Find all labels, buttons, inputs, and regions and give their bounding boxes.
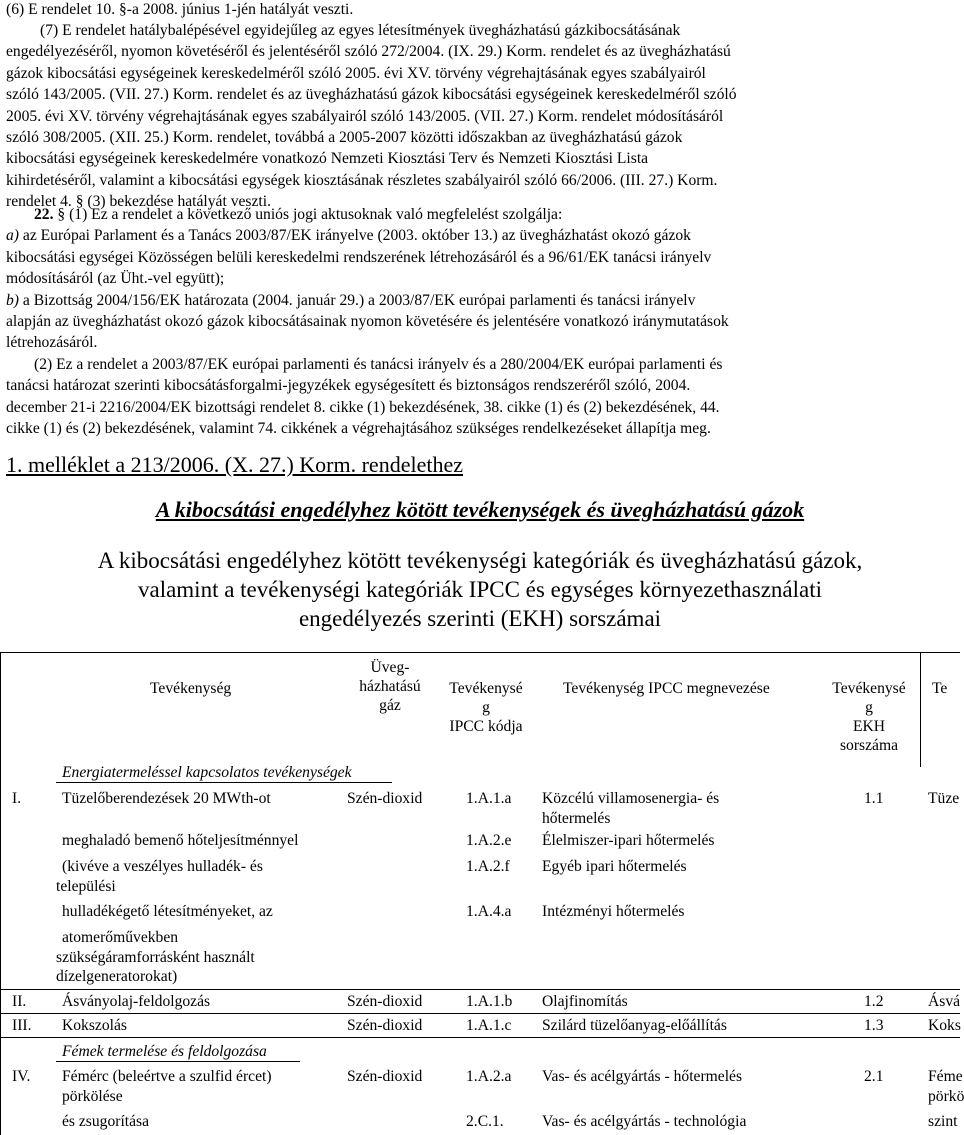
table-border-left xyxy=(0,652,1,1135)
text-line: rendelet 4. § (3) bekezdése hatályát veszti. xyxy=(6,193,271,211)
activity-line: szükségáramforrásként használt xyxy=(56,949,255,966)
ipcc-code-cell: 1.A.2.a xyxy=(466,1068,512,1085)
header-line: Tevékenysé xyxy=(832,680,906,697)
ipcc-name-cell: hőtermelés xyxy=(542,810,611,827)
subtitle-line: engedélyezés szerinti (EKH) sorszámai xyxy=(298,606,662,631)
row-divider xyxy=(0,989,960,990)
header-ipcc-name: Tevékenység IPCC megnevezése xyxy=(563,680,770,697)
gas-cell: Szén-dioxid xyxy=(347,1068,423,1085)
section-label: Energiatermeléssel kapcsolatos tevékenységek xyxy=(62,764,352,781)
last-cell: Féme xyxy=(928,1068,963,1085)
last-cell: Koks xyxy=(928,1017,961,1034)
gas-cell: Szén-dioxid xyxy=(347,790,423,807)
text-line: módosításáról (az Üht.-vel együtt); xyxy=(6,270,225,288)
ipcc-code-cell: 2.C.1. xyxy=(466,1113,504,1130)
header-activity: Tevékenység xyxy=(150,680,232,697)
gas-cell: Szén-dioxid xyxy=(347,1017,423,1034)
gas-cell: Szén-dioxid xyxy=(347,993,423,1010)
header-ipcc-code xyxy=(440,679,532,736)
text-line xyxy=(6,225,954,246)
row-number: II. xyxy=(12,993,27,1010)
ipcc-name-cell: Vas- és acélgyártás - technológia xyxy=(542,1113,747,1130)
text-line: (7) E rendelet hatálybalépésével egyidejűleg az egyes létesítmények üvegházhatású gázkibocsátásának xyxy=(40,22,681,39)
header-line: g xyxy=(482,699,490,716)
text-line: 2005. évi XV. törvény végrehajtásának egyes szabályairól szóló 143/2005. (VII. 27.) Korm. rendelet módosításáról xyxy=(6,107,724,125)
row-divider xyxy=(0,1037,960,1038)
activity-cell: Ásványolaj-feldolgozás xyxy=(62,993,211,1010)
subtitle xyxy=(0,546,960,633)
text-line: kibocsátási egységeinek kereskedelmére vonatkozó Nemzeti Kiosztási Terv és Nemzeti Kiosztási Lista xyxy=(6,150,649,168)
activity-line: atomerőművekben xyxy=(62,929,179,946)
header-line: házhatású xyxy=(359,678,421,695)
ipcc-name-cell: Olajfinomítás xyxy=(542,993,628,1010)
header-line: Üveg- xyxy=(370,659,410,676)
text-line: cikke (1) és (2) bekezdésének, valamint 74. cikkének a végrehajtásához szükséges rendelkezéseket állapítja meg. xyxy=(6,420,711,438)
ipcc-name-cell: Intézményi hőtermelés xyxy=(542,903,685,920)
ekh-cell: 1.1 xyxy=(864,790,884,807)
activity-line: meghaladó bemenő hőteljesítménnyel xyxy=(62,832,299,849)
subtitle-line: A kibocsátási engedélyhez kötött tevékenységi kategóriák és üvegházhatású gázok, xyxy=(97,548,863,573)
activity-cell: Kokszolás xyxy=(62,1017,127,1034)
section-underline xyxy=(56,782,392,783)
last-cell: szint xyxy=(928,1113,958,1130)
text-line: engedélyezéséről, nyomon követéséről és jelentéséről szóló 272/2004. (IX. 29.) Korm. rendelet és az üvegházhatású xyxy=(6,43,731,61)
text-line: december 21-i 2216/2004/EK bizottsági rendelet 8. cikke (1) bekezdésének, 38. cikke (1) és (2) bekezdésének, 44. xyxy=(6,398,720,416)
row-divider xyxy=(0,1013,960,1014)
activities-table xyxy=(0,652,964,1135)
header-gas xyxy=(350,658,430,715)
last-cell: pörkö xyxy=(928,1088,964,1105)
list-marker: a) xyxy=(6,227,19,245)
header-line: g xyxy=(865,699,873,716)
ipcc-code-cell: 1.A.2.f xyxy=(466,858,510,875)
section-label: Fémek termelése és feldolgozása xyxy=(62,1043,267,1060)
section-text: § (1) Ez a rendelet a következő uniós jogi aktusoknak való megfelelést szolgálja: xyxy=(57,206,563,223)
ipcc-name-cell: Egyéb ipari hőtermelés xyxy=(542,858,687,875)
ipcc-name-cell: Élelmiszer-ipari hőtermelés xyxy=(542,832,715,849)
table-border-top xyxy=(0,652,960,653)
activity-line: hulladékégető létesítményeket, az xyxy=(62,903,273,920)
header-line: IPCC kódja xyxy=(449,718,523,735)
last-cell: Ásvá xyxy=(928,993,961,1010)
ipcc-name-cell: Vas- és acélgyártás - hőtermelés xyxy=(542,1068,743,1085)
row-number: I. xyxy=(12,790,22,807)
subtitle-line: valamint a tevékenységi kategóriák IPCC és egységes környezethasználati xyxy=(137,577,822,602)
last-cell: Tüze xyxy=(928,790,960,807)
paragraph-6 xyxy=(6,0,954,20)
activity-line: települési xyxy=(56,878,116,895)
list-text: az Európai Parlament és a Tanács 2003/87/EK irányelve (2003. október 13.) az üvegházhatást okozó gázok xyxy=(22,227,691,245)
section-22 xyxy=(6,204,954,439)
ipcc-name-cell: Szilárd tüzelőanyag-előállítás xyxy=(542,1017,727,1034)
text-line: kihirdetéséről, valamint a kibocsátási egységek kiosztásának részletes szabályairól szóló 66/2006. (III. 27.) Korm. xyxy=(6,171,718,189)
activity-line: pörkölése xyxy=(62,1088,123,1105)
ekh-cell: 2.1 xyxy=(864,1068,884,1085)
text-line: (6) E rendelet 10. §-a 2008. június 1-jén hatályát veszti. xyxy=(6,1,354,18)
section-number: 22. xyxy=(34,206,54,223)
activity-line: Tüzelőberendezések 20 MWth-ot xyxy=(62,790,271,807)
ipcc-name-cell: Közcélú villamosenergia- és xyxy=(542,790,720,807)
activity-line: dízelgeneratorokat) xyxy=(56,968,178,985)
text-line: gázok kibocsátási egységeinek kereskedelméről szóló 2005. évi XV. törvény végrehajtásának egyes szabályairól xyxy=(6,64,706,82)
text-line: létrehozásáról. xyxy=(6,334,98,352)
text-line: szóló 308/2005. (XII. 25.) Korm. rendelet, továbbá a 2005-2007 közötti időszakban az üvegházhatású gázok xyxy=(6,129,683,147)
text-line: kibocsátási egységei Közösségen belüli kereskedelmi rendszerének létrehozásáról és a 96/61/EK tanácsi irányelv xyxy=(6,248,712,266)
ekh-cell: 1.2 xyxy=(864,993,884,1010)
text-line: alapján az üvegházhatást okozó gázok kibocsátásainak nyomon követésére és jelentésére vonatkozó iránymutatások xyxy=(6,313,729,331)
paragraph-7 xyxy=(6,20,954,213)
header-line: Tevékenysé xyxy=(449,680,523,697)
ekh-cell: 1.3 xyxy=(864,1017,884,1034)
text-line xyxy=(6,204,954,225)
ipcc-code-cell: 1.A.1.c xyxy=(466,1017,512,1034)
ipcc-code-cell: 1.A.1.a xyxy=(466,790,512,807)
header-line: gáz xyxy=(379,697,401,714)
activity-line: és zsugorítása xyxy=(62,1113,150,1130)
main-title: A kibocsátási engedélyhez kötött tevékenységek és üvegházhatású gázok xyxy=(155,497,805,522)
text-line: tanácsi határozat szerinti kibocsátásforgalmi-jegyzékek egységesített és biztonságos rendszeréről szóló, 2004. xyxy=(6,377,691,395)
text-line: (2) Ez a rendelet a 2003/87/EK európai parlamenti és tanácsi irányelv és a 280/2004/EK európai parlamenti és xyxy=(34,355,723,373)
header-last: Te xyxy=(932,680,948,697)
ipcc-code-cell: 1.A.2.e xyxy=(466,832,512,849)
header-line: EKH xyxy=(852,718,886,735)
ipcc-code-cell: 1.A.4.a xyxy=(466,903,512,920)
text-line xyxy=(6,290,954,311)
activity-line: Fémérc (beleértve a szulfid ércet) xyxy=(62,1068,272,1085)
section-underline xyxy=(56,1061,300,1062)
annex-title: 1. melléklet a 213/2006. (X. 27.) Korm. rendelethez xyxy=(6,452,463,477)
list-marker: b) xyxy=(6,291,19,309)
text-line: szóló 143/2005. (VII. 27.) Korm. rendelet és az üvegházhatású gázok kibocsátási egységeinek kereskedelméről szóló xyxy=(6,86,737,104)
ipcc-code-cell: 1.A.1.b xyxy=(466,993,513,1010)
activity-line: (kivéve a veszélyes hulladék- és xyxy=(62,858,263,875)
list-text: a Bizottság 2004/156/EK határozata (2004. január 29.) a 2003/87/EK európai parlamenti és tanácsi irányelv xyxy=(22,291,696,309)
row-number: IV. xyxy=(12,1068,31,1085)
row-number: III. xyxy=(12,1017,32,1034)
column-divider xyxy=(920,652,921,767)
header-line: sorszáma xyxy=(839,737,899,754)
header-ekh xyxy=(822,679,916,755)
